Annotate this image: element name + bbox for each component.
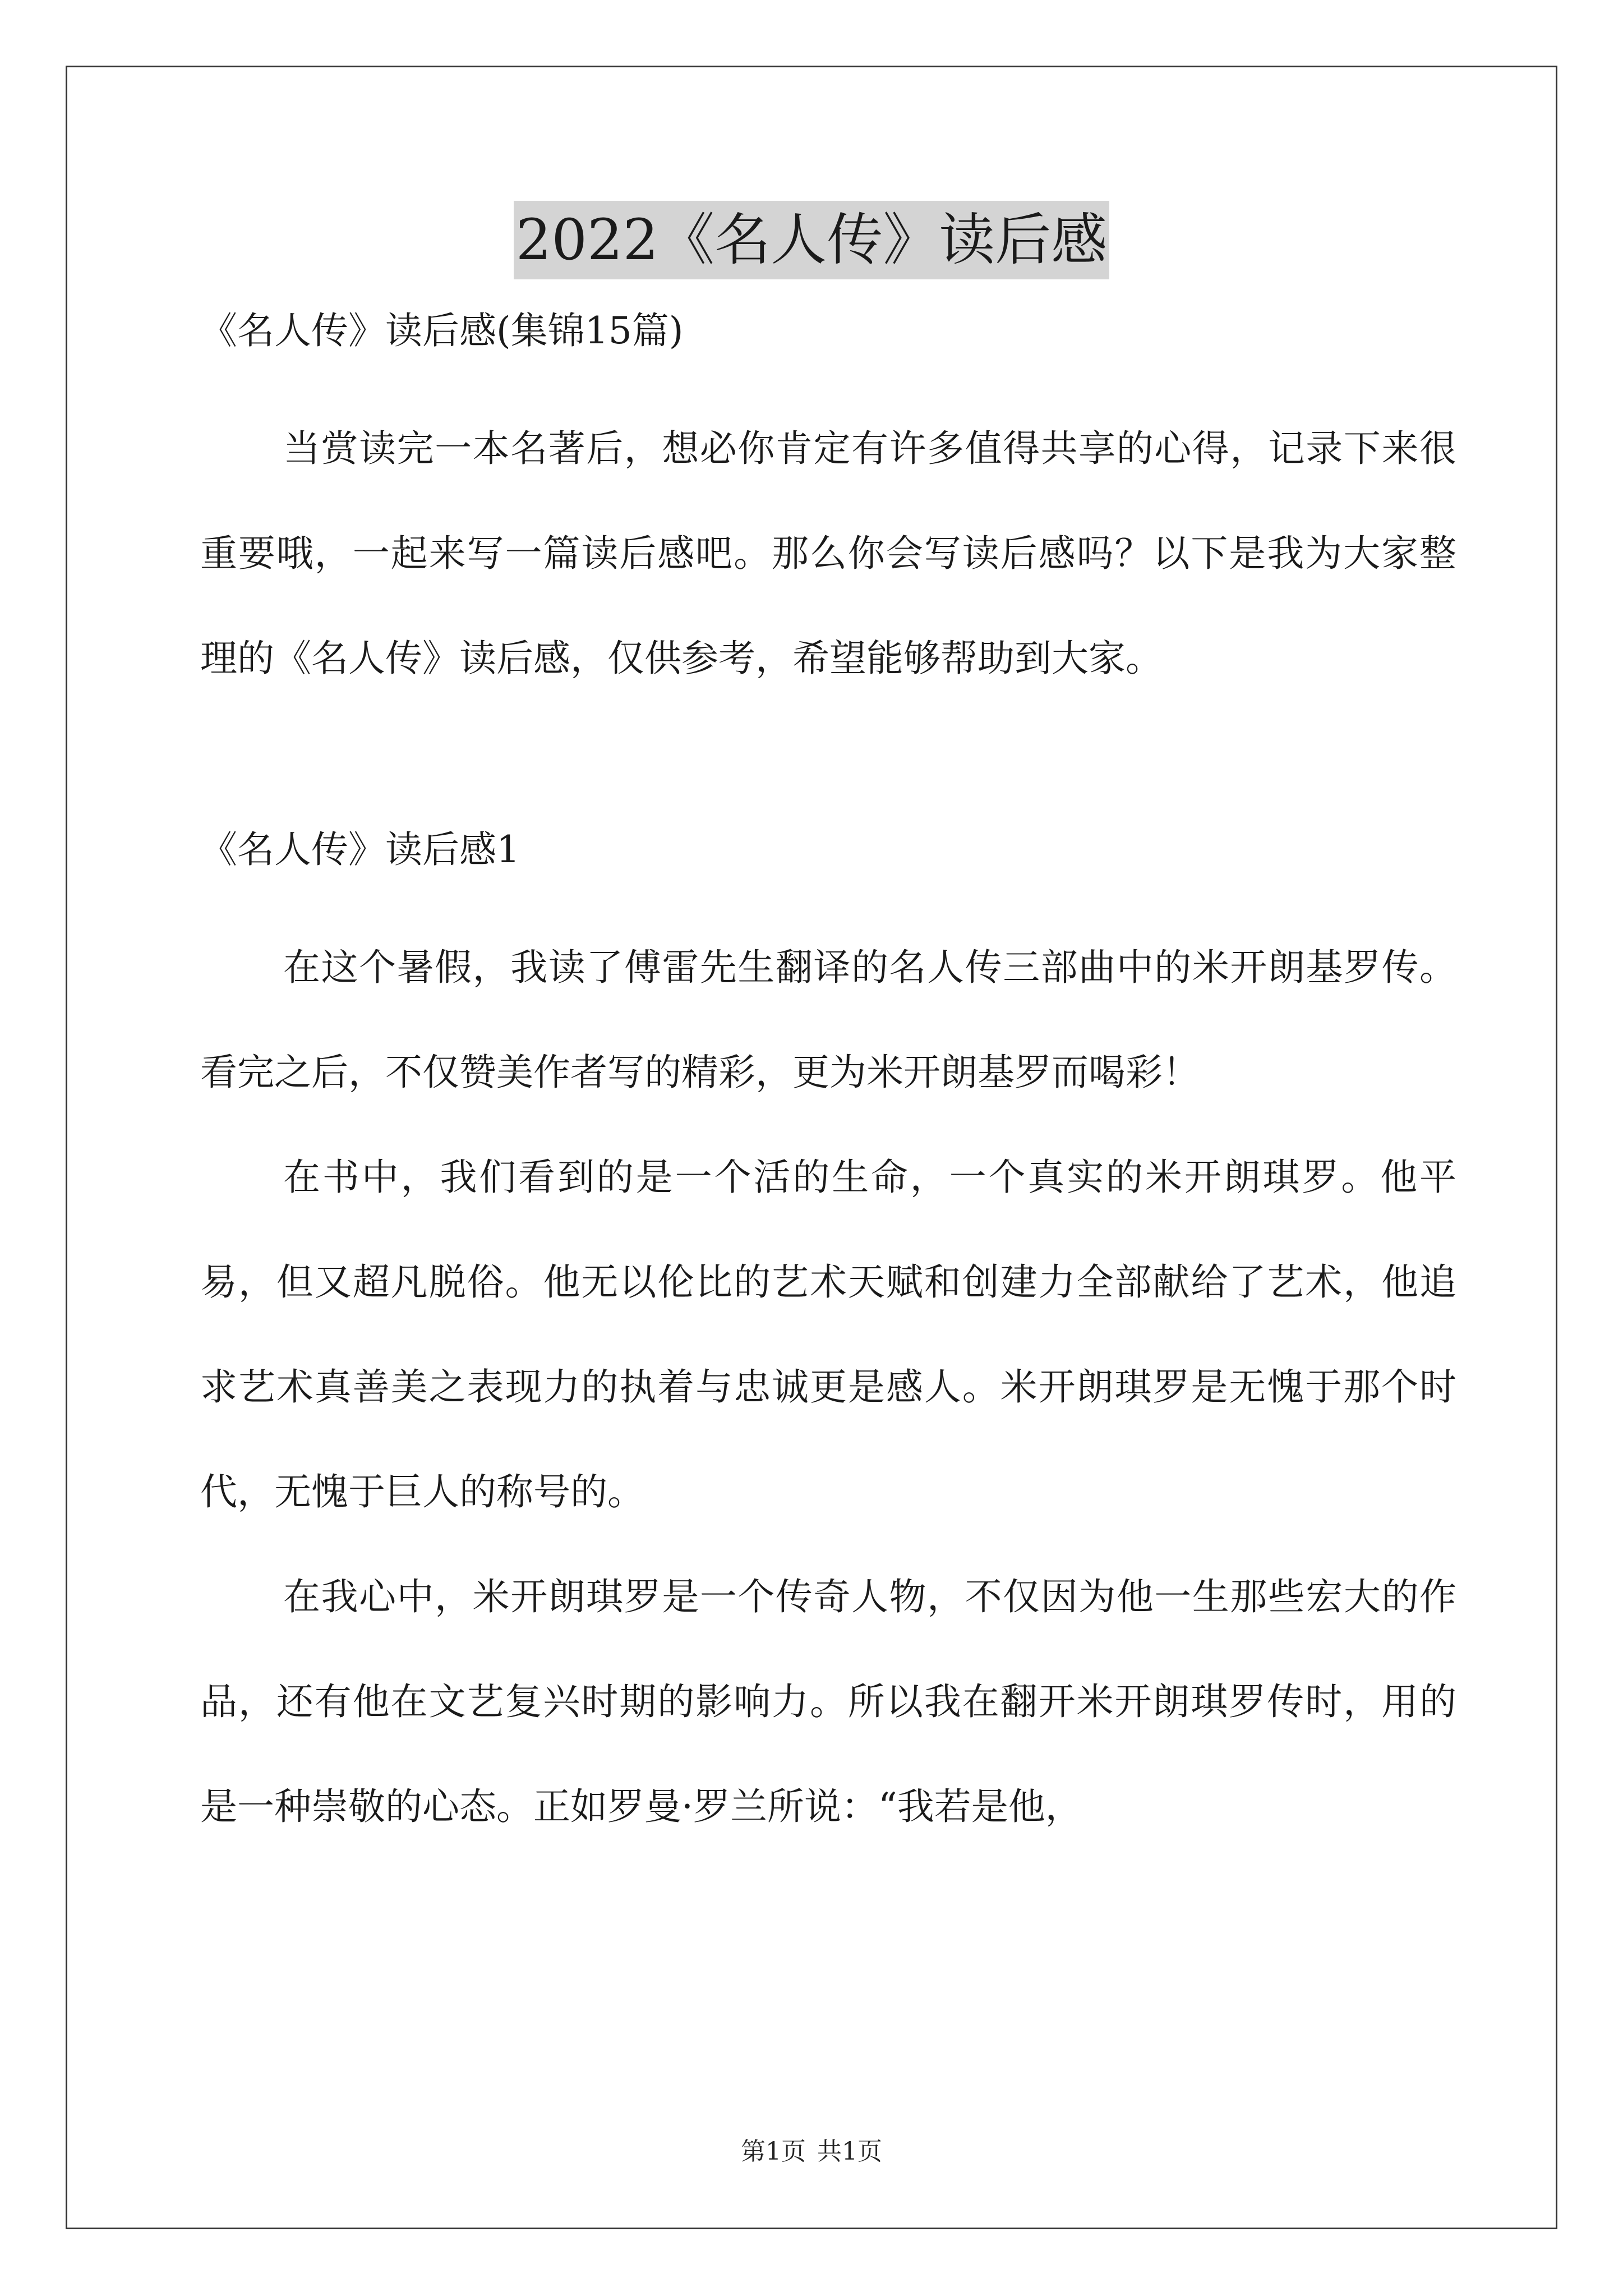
document-title: 2022《名人传》读后感 (514, 201, 1110, 279)
body-paragraph-3: 在我心中，米开朗琪罗是一个传奇人物，不仅因为他一生那些宏大的作品，还有他在文艺复兴时期的影响力。所以我在翻开米开朗琪罗传时，用的是一种崇敬的心态。正如罗曼·罗兰所说：“我若是他， (200, 1575, 1456, 1828)
document-body (200, 303, 1456, 1859)
body-paragraph-1: 在这个暑假，我读了傅雷先生翻译的名人传三部曲中的米开朗基罗传。看完之后，不仅赞美作者写的精彩，更为米开朗基罗而喝彩！ (200, 946, 1456, 1094)
body-paragraph-2: 在书中，我们看到的是一个活的生命，一个真实的米开朗琪罗。他平易，但又超凡脱俗。他无以伦比的艺术天赋和创建力全部献给了艺术，他追求艺术真善美之表现力的执着与忠诚更是感人。米开朗琪罗是无愧于那个时代，无愧于巨人的称号的。 (200, 1156, 1456, 1513)
page-footer (0, 2135, 1623, 2169)
page-total: 共1页 (817, 2137, 882, 2166)
document-subtitle: 《名人传》读后感(集锦15篇) (200, 309, 684, 352)
intro-paragraph: 当赏读完一本名著后，想必你肯定有许多值得共享的心得，记录下来很重要哦，一起来写一篇读后感吧。那么你会写读后感吗？以下是我为大家整理的《名人传》读后感，仅供参考，希望能够帮助到大家。 (200, 427, 1456, 680)
section-heading: 《名人传》读后感1 (200, 828, 520, 871)
page-number: 第1页 (741, 2137, 806, 2166)
title-container (0, 201, 1623, 279)
